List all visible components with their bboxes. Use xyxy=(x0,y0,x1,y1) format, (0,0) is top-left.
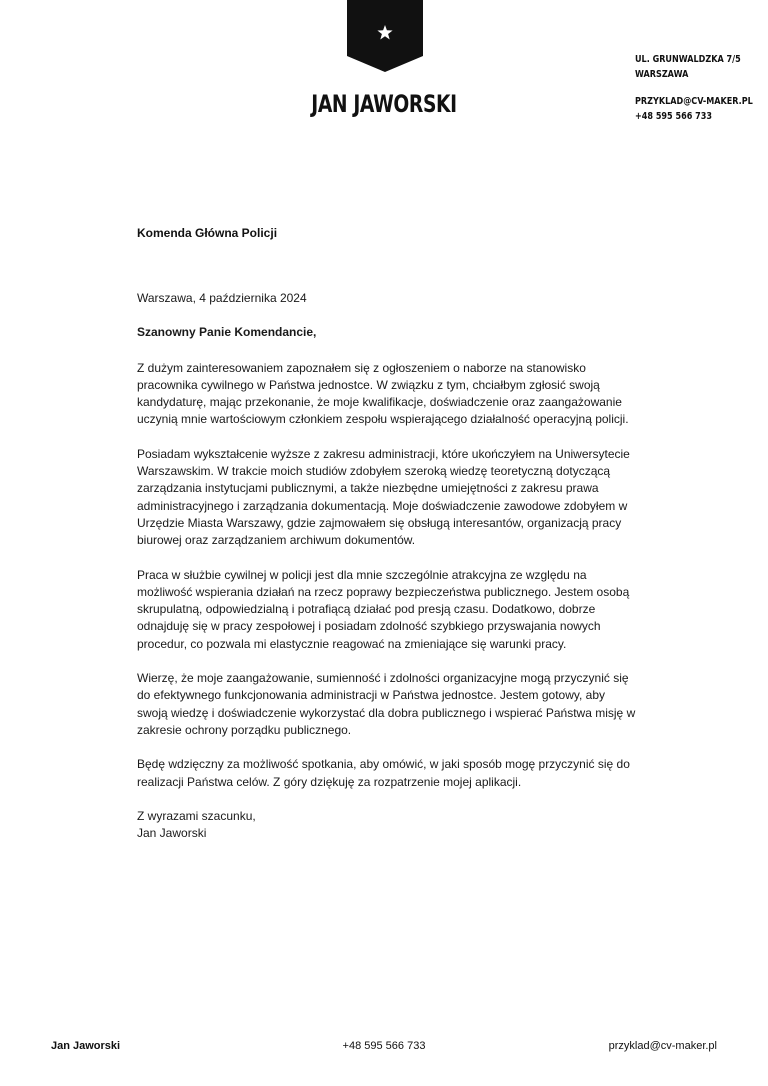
letter-body xyxy=(137,290,637,842)
header-badge xyxy=(347,0,423,72)
footer-email: przyklad@cv-maker.pl xyxy=(608,1040,717,1052)
contact-block xyxy=(635,52,753,124)
footer-name: Jan Jaworski xyxy=(51,1040,121,1052)
page-footer xyxy=(0,1040,768,1058)
letter-closing-block xyxy=(137,808,637,843)
letter-paragraph: Z dużym zainteresowaniem zapoznałem się z ogłoszeniem o naborze na stanowisko pracownika cywilnego w Państwa jednostce. W związku z tym, chciałbym zgłosić swoją kandydaturę, mając przekonanie, że moje kwalifikacje, doświadczenie oraz zaangażowanie uczynią mnie wartościowym członkiem zespołu wspierającego działalność operacyjną policji. xyxy=(137,360,629,427)
letter-paragraph: Posiadam wykształcenie wyższe z zakresu administracji, które ukończyłem na Uniwersytecie Warszawskim. W trakcie moich studiów zdobyłem szeroką wiedzę teoretyczną dotyczącą zarządzania instytucjami publicznymi, a także niezbędne umiejętności z zakresu prawa administracyjnego i zarządzania dokumentacją. Moje doświadczenie zawodowe zdobyłem w Urzędzie Miasta Warszawy, gdzie zajmowałem się obsługą interesantów, organizacją pracy biurowej oraz zarządzaniem archiwum dokumentów. xyxy=(137,446,630,548)
page-title: JAN JAWORSKI xyxy=(311,90,457,118)
letter-paragraph: Wierzę, że moje zaangażowanie, sumienność i zdolności organizacyjne mogą przyczynić się do efektywnego funkcjonowania administracji w Państwa jednostce. Jestem gotowy, aby swoją wiedzę i doświadczenie wykorzystać dla dobra publicznego i wspierać Państwa misję w zakresie ochrony porządku publicznego. xyxy=(137,671,636,737)
footer-phone: +48 595 566 733 xyxy=(342,1040,426,1052)
contact-email: PRZYKLAD@CV-MAKER.PL xyxy=(635,96,753,107)
letter-signature: Jan Jaworski xyxy=(137,826,207,841)
recipient: Komenda Główna Policji xyxy=(137,226,278,240)
letter-date: Warszawa, 4 października 2024 xyxy=(137,291,307,305)
letter-greeting: Szanowny Panie Komendancie, xyxy=(137,325,317,340)
address-city: WARSZAWA xyxy=(635,69,689,80)
letter-paragraph: Praca w służbie cywilnej w policji jest dla mnie szczególnie atrakcyjna ze względu na możliwość wspierania działań na rzecz poprawy bezpieczeństwa publicznego. Jestem osobą skrupulatną, odpowiedzialną i potrafiącą działać pod presją czasu. Dodatkowo, dobrze odnajduję się w pracy zespołowej i posiadam zdolność szybkiego przyswajania nowych procedur, co pozwala mi elastycznie reagować na zmieniające się warunki pracy. xyxy=(137,567,630,651)
contact-phone: +48 595 566 733 xyxy=(635,111,713,122)
address-street: UL. GRUNWALDZKA 7/5 xyxy=(635,54,741,65)
letter-closing: Z wyrazami szacunku, xyxy=(137,808,256,823)
letter-paragraph: Będę wdzięczny za możliwość spotkania, aby omówić, w jaki sposób mogę przyczynić się do realizacji Państwa celów. Z góry dziękuję za rozpatrzenie mojej aplikacji. xyxy=(137,757,630,789)
